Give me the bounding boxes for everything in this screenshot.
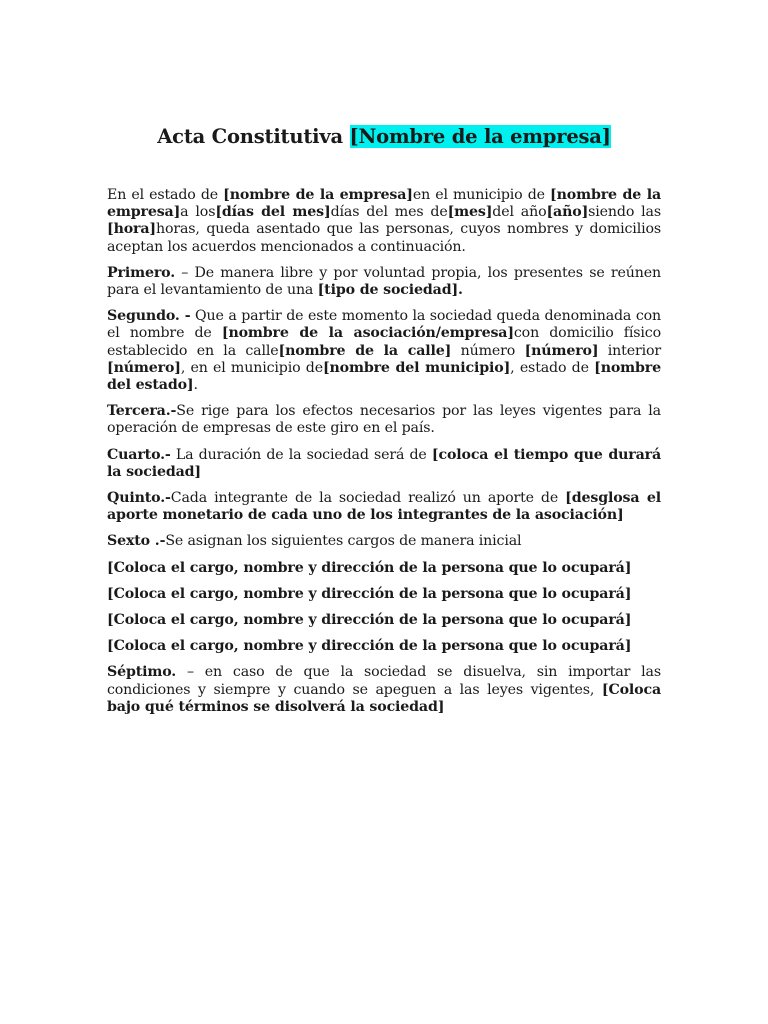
clause-label: Segundo. - <box>107 308 191 325</box>
clause-text: con domicilio físico establecido en la calle <box>107 325 661 359</box>
cargo-placeholder: [Coloca el cargo, nombre y dirección de la persona que lo ocupará] <box>107 585 632 602</box>
clause-text: , estado de <box>510 359 595 376</box>
placeholder-field: [desglosa el aporte monetario de cada uno de los integrantes de la asociación] <box>107 490 661 524</box>
clause-label: Cuarto.- <box>107 446 171 463</box>
placeholder-field: [número] <box>524 342 599 359</box>
clause-text: interior <box>598 342 662 359</box>
placeholder-field: [Coloca bajo qué términos se disolverá la sociedad] <box>107 681 661 715</box>
clause-label: Tercera.- <box>107 403 177 420</box>
intro-text: a los <box>180 204 216 221</box>
placeholder-field: [nombre del municipio] <box>322 359 511 376</box>
cargo-placeholder: [Coloca el cargo, nombre y dirección de la persona que lo ocupará] <box>107 638 632 655</box>
placeholder-field: [nombre del estado] <box>107 359 661 394</box>
clause-text: – en caso de que la sociedad se disuelva, sin importar las condiciones y siempre y cuando se apeguen a las leyes vigentes, <box>107 664 661 698</box>
clause-text: , en el municipio de <box>180 359 323 376</box>
clause-text: – De manera libre y por voluntad propia, los presentes se reúnen para el levantamiento de una <box>107 264 661 299</box>
placeholder-field: [año] <box>546 204 589 221</box>
document-page <box>107 124 661 725</box>
intro-text: en el municipio de <box>412 187 551 203</box>
intro-text: siendo las <box>588 204 661 221</box>
placeholder-field: [nombre de la empresa] <box>107 187 662 221</box>
placeholder-field: [nombre de la asociación/empresa] <box>221 325 514 342</box>
clause-text: . <box>193 377 198 394</box>
cargo-placeholder: [Coloca el cargo, nombre y dirección de la persona que lo ocupará] <box>107 559 632 576</box>
cargo-placeholder: [Coloca el cargo, nombre y dirección de la persona que lo ocupará] <box>107 612 632 629</box>
placeholder-field: [número] <box>107 359 181 376</box>
clause-primero <box>107 265 661 299</box>
title-prefix: Acta Constitutiva <box>157 125 350 148</box>
clause-label: Sexto .- <box>107 533 166 550</box>
intro-text: días del mes de <box>330 204 448 221</box>
placeholder-field: [tipo de sociedad]. <box>317 282 463 299</box>
placeholder-field: [nombre de la empresa] <box>223 187 413 203</box>
intro-paragraph <box>107 187 661 256</box>
clause-quinto <box>107 490 661 524</box>
clause-text: Cada integrante de la sociedad realizó un aporte de <box>170 490 566 507</box>
clause-sexto <box>107 533 661 550</box>
clause-text: número <box>451 342 525 359</box>
clause-segundo <box>107 308 661 394</box>
placeholder-field: [hora] <box>107 221 156 238</box>
document-title <box>107 124 661 150</box>
clause-septimo <box>107 664 661 716</box>
clause-text: Que a partir de este momento la sociedad queda denominada con el nombre de <box>107 308 661 342</box>
intro-text: En el estado de <box>107 187 224 203</box>
clause-text: La duración de la sociedad será de <box>170 446 432 463</box>
intro-text: del año <box>492 204 547 221</box>
clause-text: Se rige para los efectos necesarios por las leyes vigentes para la operación de empresas de este giro en el país. <box>107 403 661 437</box>
placeholder-field: [coloca el tiempo que durará la sociedad] <box>107 446 662 480</box>
title-highlight: [Nombre de la empresa] <box>349 125 611 148</box>
clause-text: Se asignan los siguientes cargos de manera inicial <box>165 533 522 550</box>
clause-label: Primero. <box>107 264 175 281</box>
clause-label: Séptimo. <box>107 664 177 681</box>
placeholder-field: [mes] <box>447 204 493 221</box>
clause-tercera <box>107 403 661 437</box>
clause-cuarto <box>107 447 661 481</box>
clause-label: Quinto.- <box>107 490 171 507</box>
placeholder-field: [nombre de la calle] <box>278 342 452 359</box>
placeholder-field: [días del mes] <box>215 204 331 221</box>
intro-text: horas, queda asentado que las personas, cuyos nombres y domicilios aceptan los acuerdos mencionados a continuación. <box>107 221 661 255</box>
